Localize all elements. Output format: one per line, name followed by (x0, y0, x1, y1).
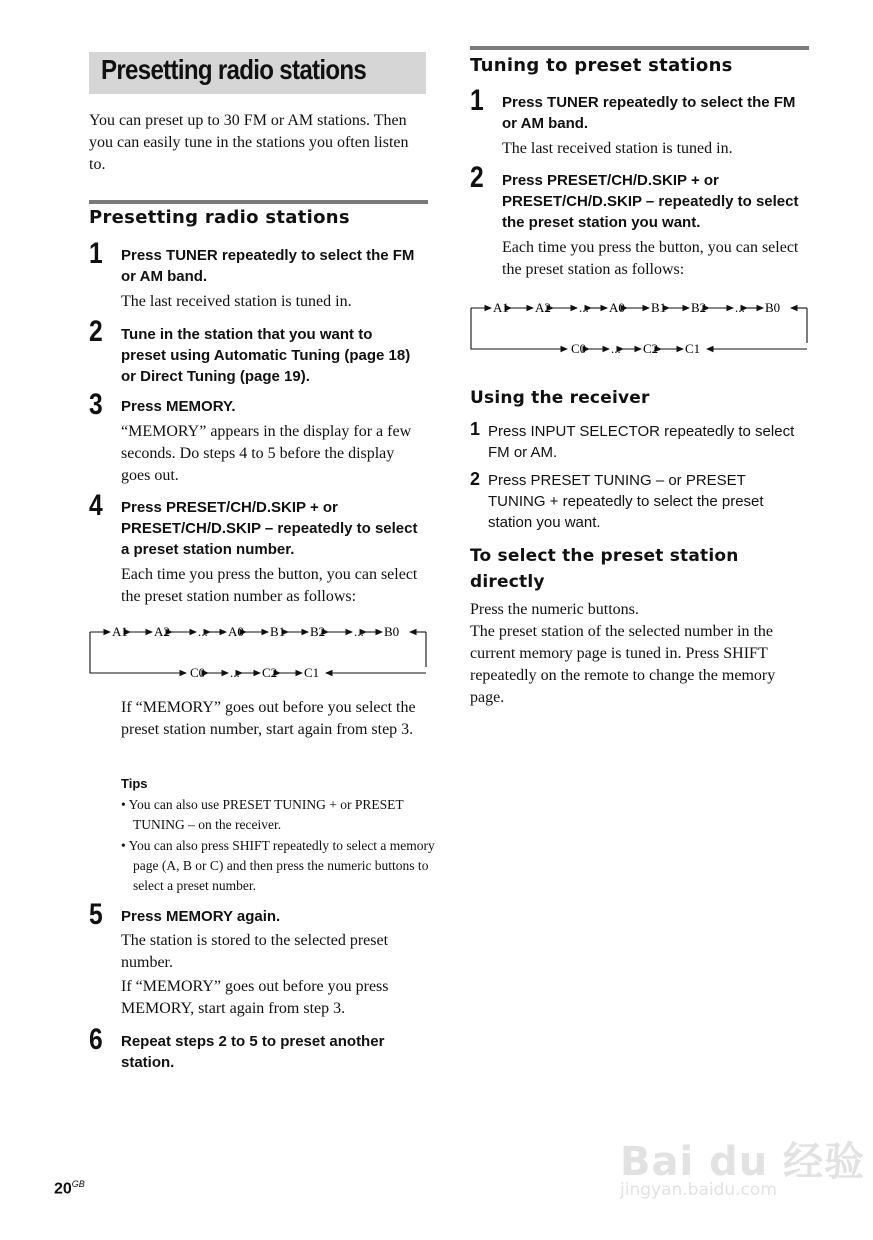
left-diagram-preset-label: A2 (154, 624, 170, 639)
step-body: The station is stored to the selected preset number. (121, 932, 389, 971)
step-title: Tune in the station that you want to preset using Automatic Tuning (page 18) or Direct Tuning (page 19). (121, 326, 411, 385)
page-title: Presetting radio stations (101, 54, 367, 85)
left-diagram-preset-label: C2 (262, 665, 278, 678)
step-title: Press MEMORY again. (121, 908, 281, 925)
baidu-watermark-logo: Bai du 经验 (620, 1139, 866, 1185)
tips-heading: Tips (121, 776, 148, 791)
step-title: Press PRESET/CH/D.SKIP + or PRESET/CH/D.SKIP – repeatedly to select the preset station you want. (502, 172, 799, 231)
page-number: $20^{GB}$ (54, 1179, 85, 1198)
left-diagram-preset-label: A1 (112, 624, 128, 639)
left-diagram-preset-label: C1 (304, 665, 320, 678)
right-diagram-preset-label: ... (579, 300, 589, 315)
step-title: Press MEMORY. (121, 398, 236, 415)
intro-paragraph: You can preset up to 30 FM or AM stations. Then you can easily tune in the stations you often listen to. (89, 112, 409, 173)
step-title: Press TUNER repeatedly to select the FM or AM band. (121, 247, 415, 285)
left-diagram-preset-label: B0 (384, 624, 400, 639)
step-number: 5 (89, 898, 103, 931)
right-diagram-preset-label: B0 (765, 300, 781, 315)
left-diagram-preset-label: B2 (310, 624, 326, 639)
step-number: 1 (470, 419, 481, 439)
direct-select-heading: To select the preset station directly (470, 546, 739, 592)
section-heading-tuning: Tuning to preset stations (470, 55, 733, 76)
left-diagram-preset-label: ... (230, 665, 240, 678)
step-body: The last received station is tuned in. (502, 140, 733, 157)
right-diagram-preset-label: A2 (535, 300, 551, 315)
right-diagram-preset-label: ... (735, 300, 745, 315)
receiver-step-text: Press PRESET TUNING – or PRESET TUNING + repeatedly to select the preset station you want. (488, 472, 764, 531)
tip-item: • You can also use PRESET TUNING + or PRESET TUNING – on the receiver. (121, 797, 404, 832)
direct-select-body: Press the numeric buttons. (470, 601, 639, 618)
right-diagram-preset-label: A1 (493, 300, 509, 315)
step-number: 2 (470, 469, 481, 489)
right-diagram-preset-label: A0 (609, 300, 625, 315)
right-diagram-frame-left (471, 308, 567, 349)
baidu-watermark-url: jingyan.baidu.com (620, 1180, 777, 1200)
step-number: 3 (89, 388, 103, 421)
right-diagram-preset-label: C0 (571, 341, 587, 354)
left-diagram-preset-label: C0 (190, 665, 206, 678)
right-diagram-preset-label: ... (611, 341, 621, 354)
section-rule (470, 46, 809, 50)
step-number: 1 (89, 237, 103, 270)
step-body: Each time you press the button, you can select the preset station number as follows: (121, 566, 418, 605)
right-diagram-preset-label: C2 (643, 341, 659, 354)
right-diagram-preset-label: B1 (651, 300, 667, 315)
step-body: If “MEMORY” goes out before you press MEMORY, start again from step 3. (121, 978, 389, 1017)
step-title: Press TUNER repeatedly to select the FM or AM band. (502, 94, 796, 132)
right-diagram-frame-right (715, 308, 807, 349)
tip-item: • You can also press SHIFT repeatedly to select a memory page (A, B or C) and then press the numeric buttons to select a preset number. (121, 838, 435, 893)
left-diagram-preset-label: ... (354, 624, 364, 639)
step-body: “MEMORY” appears in the display for a few seconds. Do steps 4 to 5 before the display goes out. (121, 423, 412, 484)
step-body: The last received station is tuned in. (121, 293, 352, 310)
receiver-step-text: Press INPUT SELECTOR repeatedly to select FM or AM. (488, 423, 795, 461)
right-diagram-preset-label: C1 (685, 341, 701, 354)
diagram-note: If “MEMORY” goes out before you select the preset station number, start again from step 3. (121, 699, 416, 738)
section-heading-presetting: Presetting radio stations (89, 207, 350, 228)
left-diagram-frame-left (90, 632, 186, 673)
step-number: 2 (89, 315, 103, 348)
preset-sequence-diagram (88, 620, 430, 678)
step-title: Repeat steps 2 to 5 to preset another station. (121, 1033, 385, 1071)
step-number: 6 (89, 1023, 103, 1056)
step-number: 1 (470, 84, 484, 117)
step-number: 2 (470, 161, 484, 194)
left-diagram-preset-label: ... (198, 624, 208, 639)
right-diagram-preset-label: B2 (691, 300, 707, 315)
step-title: Press PRESET/CH/D.SKIP + or PRESET/CH/D.SKIP – repeatedly to select a preset station number. (121, 499, 418, 558)
left-diagram-preset-label: B1 (270, 624, 286, 639)
left-diagram-frame-right (334, 632, 426, 673)
section-rule (89, 200, 428, 204)
left-diagram-preset-label: A0 (228, 624, 244, 639)
preset-sequence-diagram (469, 296, 811, 354)
receiver-heading: Using the receiver (470, 388, 650, 408)
step-number: 4 (89, 489, 103, 522)
direct-select-body: The preset station of the selected number in the current memory page is tuned in. Press SHIFT repeatedly on the remote to change the memory page. (470, 623, 776, 706)
step-body: Each time you press the button, you can select the preset station as follows: (502, 239, 799, 278)
